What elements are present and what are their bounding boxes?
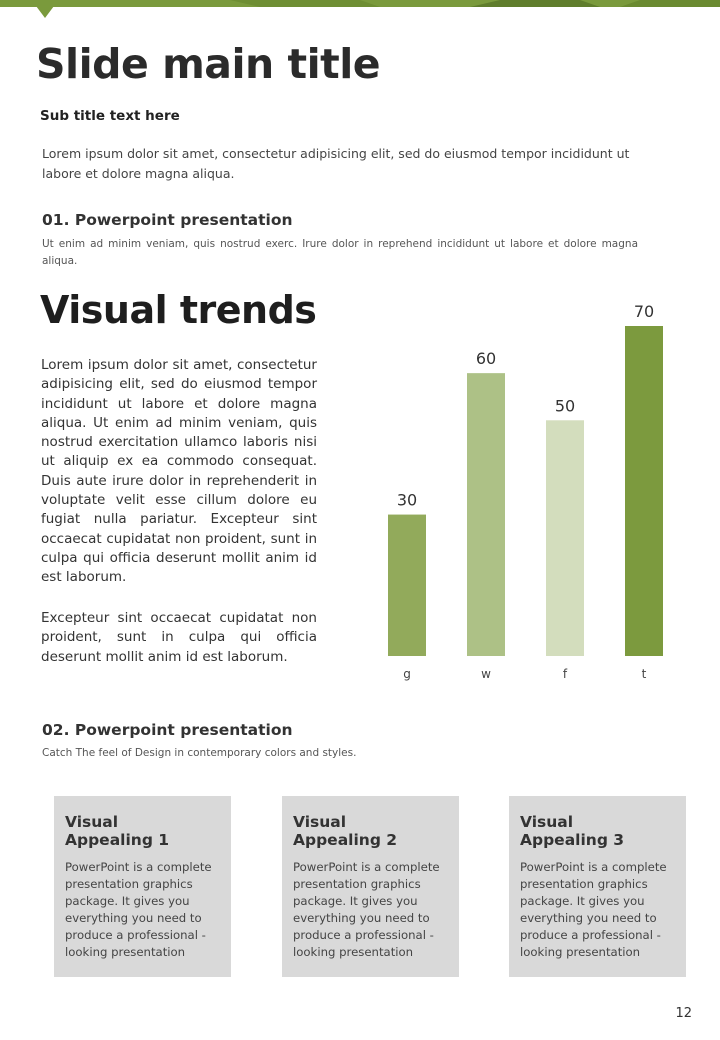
feature-cards [54,796,688,977]
section-2-heading: 02. Powerpoint presentation [42,721,293,739]
feature-card-title [520,813,675,849]
feature-card-text: PowerPoint is a complete presentation graphics package. It gives you everything you need to produce a professional - looking presentation [65,860,212,959]
feature-card-text: PowerPoint is a complete presentation graphics package. It gives you everything you need to produce a professional - looking presentation [520,860,667,959]
bar-g [388,515,426,656]
x-tick-label-f: f [562,667,568,681]
bar-f [546,420,584,656]
section-2-text: Catch The feel of Design in contemporary colors and styles. [42,747,357,759]
feature-card-title [65,813,220,849]
feature-card-text: PowerPoint is a complete presentation graphics package. It gives you everything you need to produce a professional - looking presentation [293,860,440,959]
visual-trends-title: Visual trends [40,288,317,332]
feature-card-title-line-1: Visual [293,813,347,831]
feature-card-1 [54,796,231,977]
section-1-heading: 01. Powerpoint presentation [42,211,293,229]
bar-w [467,373,505,656]
page-title: Slide main title [36,40,381,88]
feature-card-title [293,813,448,849]
feature-card-title-line-1: Visual [65,813,119,831]
page-subtitle: Sub title text here [40,108,180,124]
x-tick-label-t: t [641,667,647,681]
header-accent-bar [0,0,720,8]
x-tick-label-g: g [403,667,411,681]
feature-card-3 [509,796,686,977]
feature-card-title-line-2: Appealing 3 [520,831,625,849]
bar-chart-svg [360,290,700,690]
bar-t [625,326,663,656]
bar-chart [360,290,700,690]
data-label-t: 70 [633,302,655,321]
data-label-f: 50 [554,396,576,416]
section-1-text: Ut enim ad minim veniam, quis nostrud exerc. Irure dolor in reprehend incididunt ut labore et dolore magna aliqua. [42,238,638,267]
feature-card-title-line-1: Visual [520,813,574,831]
x-tick-label-w: w [481,667,491,681]
feature-card-title-line-2: Appealing 2 [293,831,398,849]
page-number: 12 [675,1006,692,1021]
feature-card-title-line-2: Appealing 1 [65,831,170,849]
data-label-g: 30 [396,490,418,510]
feature-card-2 [282,796,459,977]
intro-paragraph: Lorem ipsum dolor sit amet, consectetur adipisicing elit, sed do eiusmod tempor incididunt ut labore et dolore magna aliqua. [42,146,630,181]
visual-trends-paragraph-1: Lorem ipsum dolor sit amet, consectetur adipisicing elit, sed do eiusmod tempor incididunt ut labore et dolore magna aliqua. Ut enim ad minim veniam, quis nostrud exercitation ullamco laboris nisi ut aliquip ex ea commodo consequat. Duis aute irure dolor in reprehenderit in voluptate velit esse cillum dolore eu fugiat nulla pariatur. Excepteur sint occaecat cupidatat non proident, sunt in culpa qui officia deserunt mollit anim id est laborum. [41,357,317,586]
header-pointer-triangle [36,6,54,18]
visual-trends-paragraph-2: Excepteur sint occaecat cupidatat non proident, sunt in culpa qui officia deserunt mollit anim id est laborum. [41,610,317,665]
data-label-w: 60 [475,349,497,369]
